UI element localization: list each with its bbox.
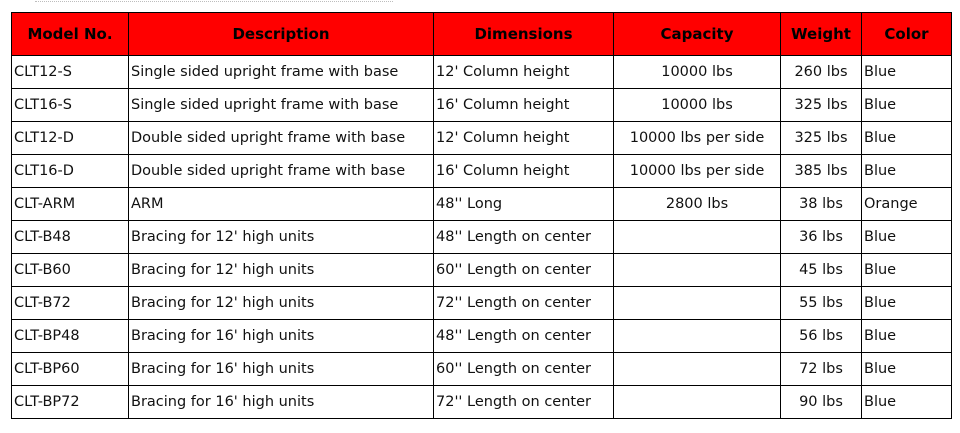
cell-dimensions: 72'' Length on center (434, 386, 614, 419)
product-spec-table (11, 12, 952, 419)
cell-capacity (614, 221, 781, 254)
cell-color: Blue (862, 155, 952, 188)
cell-capacity (614, 353, 781, 386)
cell-dimensions: 72'' Length on center (434, 287, 614, 320)
cell-dimensions: 48'' Length on center (434, 320, 614, 353)
cell-description: Bracing for 12' high units (129, 287, 434, 320)
cell-weight: 56 lbs (781, 320, 862, 353)
table-header-row (12, 13, 952, 56)
cell-description: ARM (129, 188, 434, 221)
table-row (12, 353, 952, 386)
cell-description: Bracing for 12' high units (129, 254, 434, 287)
header-model-no: Model No. (12, 13, 129, 56)
cell-capacity: 2800 lbs (614, 188, 781, 221)
cell-dimensions: 48'' Long (434, 188, 614, 221)
cell-weight: 72 lbs (781, 353, 862, 386)
cell-weight: 325 lbs (781, 89, 862, 122)
cell-model-no: CLT16-S (12, 89, 129, 122)
cell-weight: 90 lbs (781, 386, 862, 419)
cell-model-no: CLT-BP60 (12, 353, 129, 386)
cell-color: Blue (862, 56, 952, 89)
cell-capacity (614, 287, 781, 320)
cell-dimensions: 60'' Length on center (434, 254, 614, 287)
table-row (12, 386, 952, 419)
table-row (12, 320, 952, 353)
table-row (12, 56, 952, 89)
cell-description: Double sided upright frame with base (129, 155, 434, 188)
cell-color: Blue (862, 254, 952, 287)
cell-weight: 36 lbs (781, 221, 862, 254)
cell-description: Bracing for 16' high units (129, 320, 434, 353)
header-capacity: Capacity (614, 13, 781, 56)
top-dotted-divider (35, 1, 393, 2)
cell-description: Double sided upright frame with base (129, 122, 434, 155)
cell-model-no: CLT-ARM (12, 188, 129, 221)
cell-capacity: 10000 lbs (614, 89, 781, 122)
cell-weight: 38 lbs (781, 188, 862, 221)
cell-weight: 385 lbs (781, 155, 862, 188)
cell-model-no: CLT-BP48 (12, 320, 129, 353)
cell-description: Bracing for 12' high units (129, 221, 434, 254)
table-row (12, 254, 952, 287)
cell-weight: 260 lbs (781, 56, 862, 89)
cell-dimensions: 60'' Length on center (434, 353, 614, 386)
cell-color: Blue (862, 353, 952, 386)
table-row (12, 221, 952, 254)
cell-color: Blue (862, 122, 952, 155)
cell-color: Blue (862, 386, 952, 419)
cell-weight: 45 lbs (781, 254, 862, 287)
cell-model-no: CLT12-S (12, 56, 129, 89)
cell-model-no: CLT-B72 (12, 287, 129, 320)
cell-capacity: 10000 lbs (614, 56, 781, 89)
cell-dimensions: 48'' Length on center (434, 221, 614, 254)
table-row (12, 287, 952, 320)
cell-capacity: 10000 lbs per side (614, 155, 781, 188)
cell-model-no: CLT-BP72 (12, 386, 129, 419)
table-row (12, 89, 952, 122)
cell-weight: 325 lbs (781, 122, 862, 155)
cell-description: Bracing for 16' high units (129, 386, 434, 419)
header-dimensions: Dimensions (434, 13, 614, 56)
cell-dimensions: 16' Column height (434, 155, 614, 188)
table-row (12, 188, 952, 221)
cell-model-no: CLT-B60 (12, 254, 129, 287)
cell-model-no: CLT16-D (12, 155, 129, 188)
header-color: Color (862, 13, 952, 56)
cell-capacity (614, 254, 781, 287)
cell-dimensions: 12' Column height (434, 56, 614, 89)
cell-color: Blue (862, 320, 952, 353)
cell-dimensions: 16' Column height (434, 89, 614, 122)
cell-capacity (614, 386, 781, 419)
cell-color: Blue (862, 89, 952, 122)
cell-color: Blue (862, 287, 952, 320)
header-weight: Weight (781, 13, 862, 56)
table-row (12, 155, 952, 188)
cell-color: Blue (862, 221, 952, 254)
cell-weight: 55 lbs (781, 287, 862, 320)
cell-description: Bracing for 16' high units (129, 353, 434, 386)
cell-description: Single sided upright frame with base (129, 89, 434, 122)
cell-color: Orange (862, 188, 952, 221)
cell-dimensions: 12' Column height (434, 122, 614, 155)
header-description: Description (129, 13, 434, 56)
cell-capacity: 10000 lbs per side (614, 122, 781, 155)
cell-model-no: CLT-B48 (12, 221, 129, 254)
cell-description: Single sided upright frame with base (129, 56, 434, 89)
cell-model-no: CLT12-D (12, 122, 129, 155)
table-row (12, 122, 952, 155)
cell-capacity (614, 320, 781, 353)
